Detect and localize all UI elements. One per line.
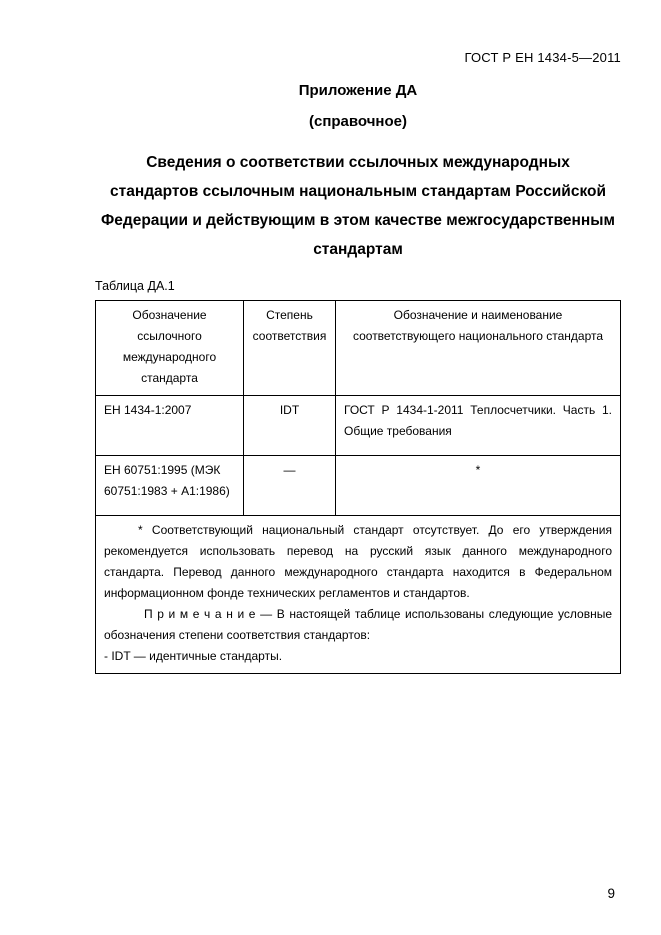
appendix-title: Приложение ДА [298,82,418,99]
heading-line: стандартов ссылочным национальным стандартам Российской [110,183,606,200]
doc-reference: ГОСТ Р ЕН 1434-5—2011 [464,50,621,65]
table-caption: Таблица ДА.1 [95,279,175,293]
heading-line: Федерации и действующим в этом качестве межгосударственным [101,212,615,229]
cell-ref-standard: ЕН 1434-1:2007 [96,396,244,456]
note-list-item: - IDT — идентичные стандарты. [104,649,283,663]
appendix-subtitle: (справочное) [309,113,407,130]
header-degree-of-correspondence: Степень соответствия [244,301,336,396]
page-number: 9 [607,886,615,901]
footnote-text: * Соответствующий национальный стандарт отсутствует. До его утверждения рекомендуется использовать перевод на русский язык данного международного стандарта. Перевод данного международного стандарта находится в Федеральном информационном фонде технических регламентов и стандартов. [104,523,612,600]
table-header-row [96,301,621,396]
cell-ref-standard: ЕН 60751:1995 (МЭК 60751:1983 + А1:1986) [96,456,244,516]
header-national-standard: Обозначение и наименование соответствующего национального стандарта [336,301,621,396]
table-footnote-row [96,516,621,674]
cell-national-standard: * [336,456,621,516]
page-content [95,0,621,674]
section-heading [95,148,621,264]
cell-national-standard: ГОСТ Р 1434-1-2011 Теплосчетчики. Часть 1. Общие требования [336,396,621,456]
cell-degree: — [244,456,336,516]
correspondence-table [95,300,621,674]
header-ref-international-standard: Обозначение ссылочного международного стандарта [96,301,244,396]
cell-degree: IDT [244,396,336,456]
table-row [96,456,621,516]
heading-line: Сведения о соответствии ссылочных международных [146,154,570,171]
heading-line: стандартам [313,241,403,258]
table-row [96,396,621,456]
footnote-cell [96,516,621,674]
note-text: П р и м е ч а н и е — В настоящей таблице использованы следующие условные обозначения степени соответствия стандартов: [104,607,612,642]
